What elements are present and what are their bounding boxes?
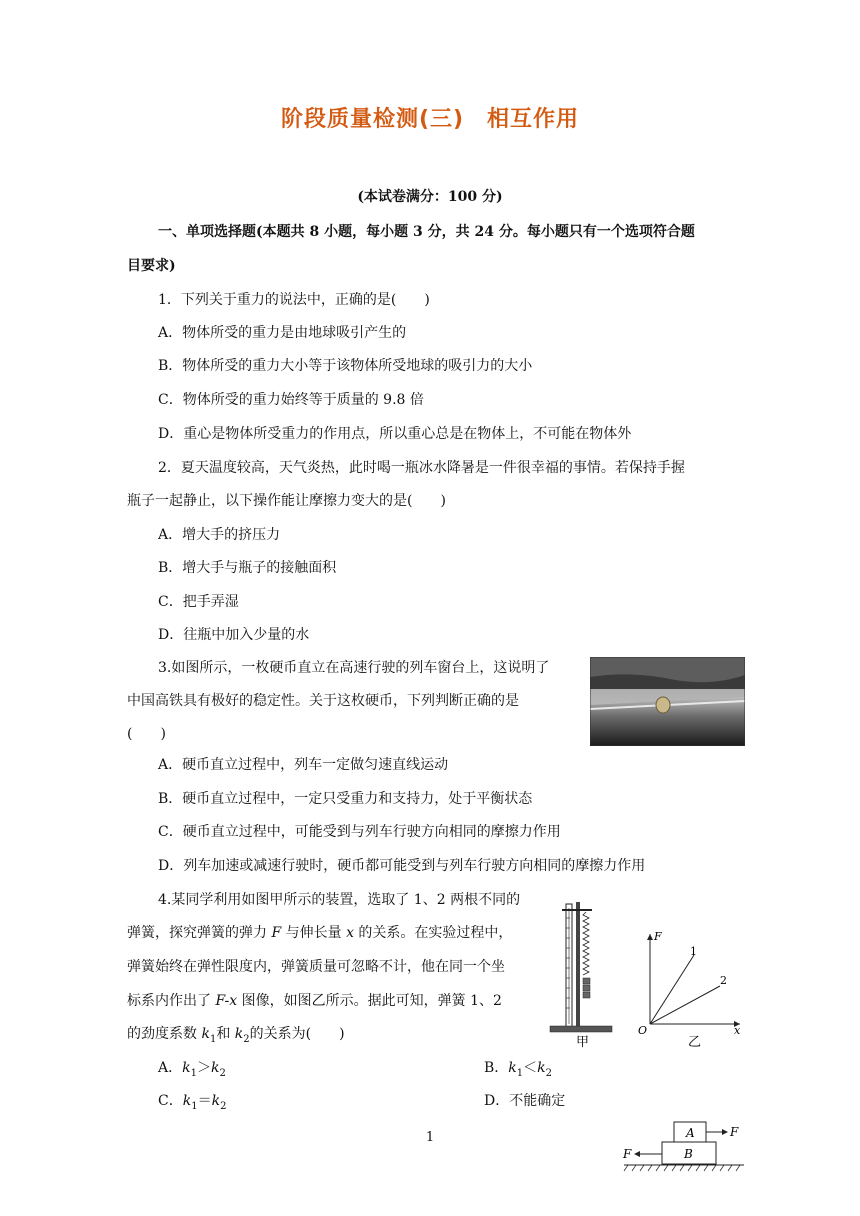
score-note: (本试卷满分：100 分) [357,189,503,205]
page-number: 1 [425,1130,435,1145]
q1-option-a: A．物体所受的重力是由地球吸引产生的 [158,325,407,341]
section-heading: 一、单项选择题(本题共 8 小题，每小题 3 分，共 24 分。每小题只有一个选项符合题 [158,224,695,240]
q4-stem-line2: 弹簧，探究弹簧的弹力 F 与伸长量 x 的关系。在实验过程中， [127,925,513,941]
section-heading-cont: 目要求) [127,258,176,274]
q2-stem: 2．夏天温度较高，天气炎热，此时喝一瓶冰水降暑是一件很幸福的事情。若保持手握 [158,460,685,476]
graph-label-1: 1 [690,945,697,958]
coin-train-photo [590,657,745,746]
q4-option-b: B．$k_1<k_2$ [484,1060,553,1079]
q3-option-d: D．列车加速或减速行驶时，硬币都可能受到与列车行驶方向相同的摩擦力作用 [158,858,646,874]
block-b-label: B [684,1147,693,1161]
q2-option-d: D．往瓶中加入少量的水 [158,627,310,643]
q1-option-d: D．重心是物体所受重力的作用点，所以重心总是在物体上，不可能在物体外 [158,426,632,442]
fx-graph-figure [632,928,747,1048]
q2-stem-cont: 瓶子一起静止，以下操作能让摩擦力变大的是( ) [127,493,446,509]
graph-origin: O [638,1024,648,1037]
force-left-label: F [623,1147,632,1161]
q3-stem-cont: 中国高铁具有极好的稳定性。关于这枚硬币，下列判断正确的是 [127,693,519,709]
q4-stem-line5: 的劲度系数 $k_1$和 $k_2$的关系为( ) [127,1026,345,1045]
page-title: 阶段质量检测(三) 相互作用 [280,107,580,132]
fig-jia-label: 甲 [576,1035,590,1048]
q3-stem: 3.如图所示，一枚硬币直立在高速行驶的列车窗台上，这说明了 [158,660,550,676]
graph-axis-x: x [734,1024,741,1037]
q3-option-c: C．硬币直立过程中，可能受到与列车行驶方向相同的摩擦力作用 [158,824,561,840]
block-a-label: A [686,1126,695,1140]
graph-axis-F: F [654,930,662,943]
q1-option-b: B．物体所受的重力大小等于该物体所受地球的吸引力的大小 [158,358,533,374]
q4-option-d: D．不能确定 [484,1093,566,1109]
q4-stem: 4.某同学利用如图甲所示的装置，选取了 1、2 两根不同的 [158,892,521,908]
q3-stem-blank: ( ) [127,726,166,742]
fig-yi-label: 乙 [688,1035,702,1048]
q2-option-b: B．增大手与瓶子的接触面积 [158,560,337,576]
q2-option-a: A．增大手的挤压力 [158,527,281,543]
q3-option-a: A．硬币直立过程中，列车一定做匀速直线运动 [158,757,449,773]
q1-stem: 1．下列关于重力的说法中，正确的是( ) [158,292,430,308]
q1-option-c: C．物体所受的重力始终等于质量的 9.8 倍 [158,392,424,408]
q2-option-c: C．把手弄湿 [158,594,239,610]
spring-apparatus-figure [548,898,618,1048]
force-right-label: F [730,1125,739,1139]
q4-stem-line3: 弹簧始终在弹性限度内，弹簧质量可忽略不计，他在同一个坐 [127,959,505,975]
graph-label-2: 2 [720,974,727,987]
blocks-force-figure [622,1118,747,1176]
graph-line-2 [650,986,720,1024]
q4-option-c: C．$k_1=k_2$ [158,1093,227,1112]
q4-option-a: A．$k_1>k_2$ [158,1060,226,1079]
graph-line-1 [650,955,694,1024]
q3-option-b: B．硬币直立过程中，一定只受重力和支持力，处于平衡状态 [158,791,533,807]
q4-stem-line4: 标系内作出了 F-x 图像，如图乙所示。据此可知，弹簧 1、2 [127,993,502,1009]
